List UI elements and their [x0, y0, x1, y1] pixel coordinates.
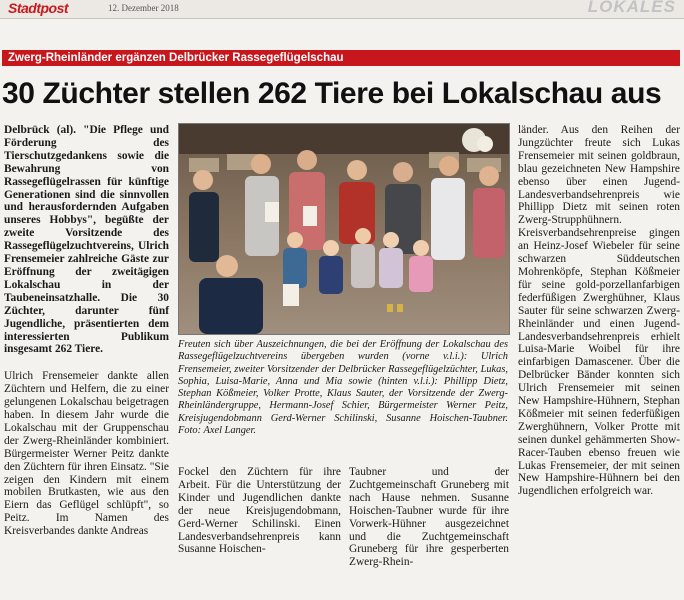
article-kicker: Zwerg-Rheinländer ergänzen Delbrücker Rassegeflügelschau: [2, 50, 680, 66]
masthead: [0, 0, 684, 19]
column-1: [4, 124, 169, 538]
issue-date: 12. Dezember 2018: [108, 3, 179, 13]
section-label: LOKALES: [587, 0, 676, 16]
article-body-col2: Fockel den Züchtern für ihre Arbeit. Für die Unterstützung der Kinder und Jugendlichen dankte der neue Kreisjugendobmann, Gerd-Werner Schilinski. Einen Landesverbandsehrenpreis kann Susanne Hoischen-: [178, 466, 341, 556]
group-photo: [178, 123, 510, 335]
column-3: [349, 466, 509, 569]
article-lead: Delbrück (al). "Die Pflege und Förderung des Tierschutzgedankens sowie die Bewahrung von Rassegeflügelrassen für künftige Generationen sind die sinnvollen und herausfordernden Aufgaben unseres Hobbys", begüßte der zweite Vorsitzende des Rassegeflügelzuchtvereins, Ulrich Frensemeier zahlreiche Gäste zur Eröffnung der zweitägigen Lokalschau in der Taubeneinsatzhalle. Die 30 Züchter, darunter fünf Jugendliche, präsentierten dem interessierten Publikum insgesamt 262 Tiere.: [4, 124, 169, 356]
column-2: [178, 466, 341, 556]
column-4: [518, 124, 680, 498]
newspaper-logo: Stadtpost: [8, 0, 69, 16]
photo-caption: Freuten sich über Auszeichnungen, die bei der Eröffnung der Lokalschau des Rassegeflügelzuchtvereins übergeben wurden (vorne v.l.i.): Ulrich Frensemeier, zweiter Vorsitzender der Delbrücker Rassegeflügelzüchter, Lukas, Sophia, Luisa-Marie, Anna und Mia sowie (hinten v.l.i.): Phillipp Dietz, Stephan Kößmeier, Volker Protte, Klaus Sauter, der Vorsitzende der Zwerg-Rheinländergruppe, Hermann-Josef Schier, Bürgermeister Werner Peitz, Kreisjugendobmann Gerd-Werner Schilinski, Susanne Hoischen-Taubner. Foto: Axel Langer.: [178, 339, 508, 437]
article-body-col4: länder. Aus den Reihen der Jungzüchter freute sich Lukas Frensemeier mit seinen goldbraun, blau gezeichneten New Hampshire ebenso über einen Jugend-Landesverbandsehrenpreis wie Phillipp Dietz mit seinen roten Zwerg-Strupphühnern. Kreisverbandsehrenpreise gingen an Heinz-Josef Wiebeler für seine schwarzen Süddeutschen Mohrenköpfe, Stephan Kößmeier für seine gold-porzellanfarbigen federfüßigen Zwerghühner, Klaus Sauter für seine schwarzen Zwerg-Rheinländer und einen Jugend-Landesverbandsehrenpreis erhielt Luisa-Marie Woibel für ihre einfarbigen Damascener. Über die Delbrücker Bänder konnten sich Ulrich Frensemeier mit seinen New Hampshire-Hühnern, Stephan Kößmeier mit seinen federfüßigen Zwerghühnern, Volker Protte mit seinen dunkel gehämmerten Show-Racer-Tauben ebenso freuen wie Lukas Frensemeier, der mit seinen New Hampshire-Hühnern bei den Jugendlichen erfolgreich war.: [518, 124, 680, 498]
article-body-col1: Ulrich Frensemeier dankte allen Züchtern und Helfern, die zu einer gelungenen Lokalschau beigetragen haben. In diesem Jahr wurde die Lokalschau mit der Gruppenschau der Zwerg-Rheinländer kombiniert. Bürgermeister Werner Peitz dankte den Züchtern für ihren Einsatz. "Sie zeigen den Kindern mit einem mobilen Brutkasten, wie aus den Eiern das Geflügel schlüpft", so Peitz. Im Namen des Kreisverbandes dankte Andreas: [4, 370, 169, 538]
article-headline: 30 Züchter stellen 262 Tiere bei Lokalschau aus: [2, 77, 662, 110]
article-body-col3: Taubner und der Zuchtgemeinschaft Gruneberg mit nach Hause nehmen. Susanne Hoischen-Taubner wurde für ihre Vorwerk-Hühner ausgezeichnet und die Zuchtgemeinschaft Gruneberg für ihre gesperberten Zwerg-Rhein-: [349, 466, 509, 569]
